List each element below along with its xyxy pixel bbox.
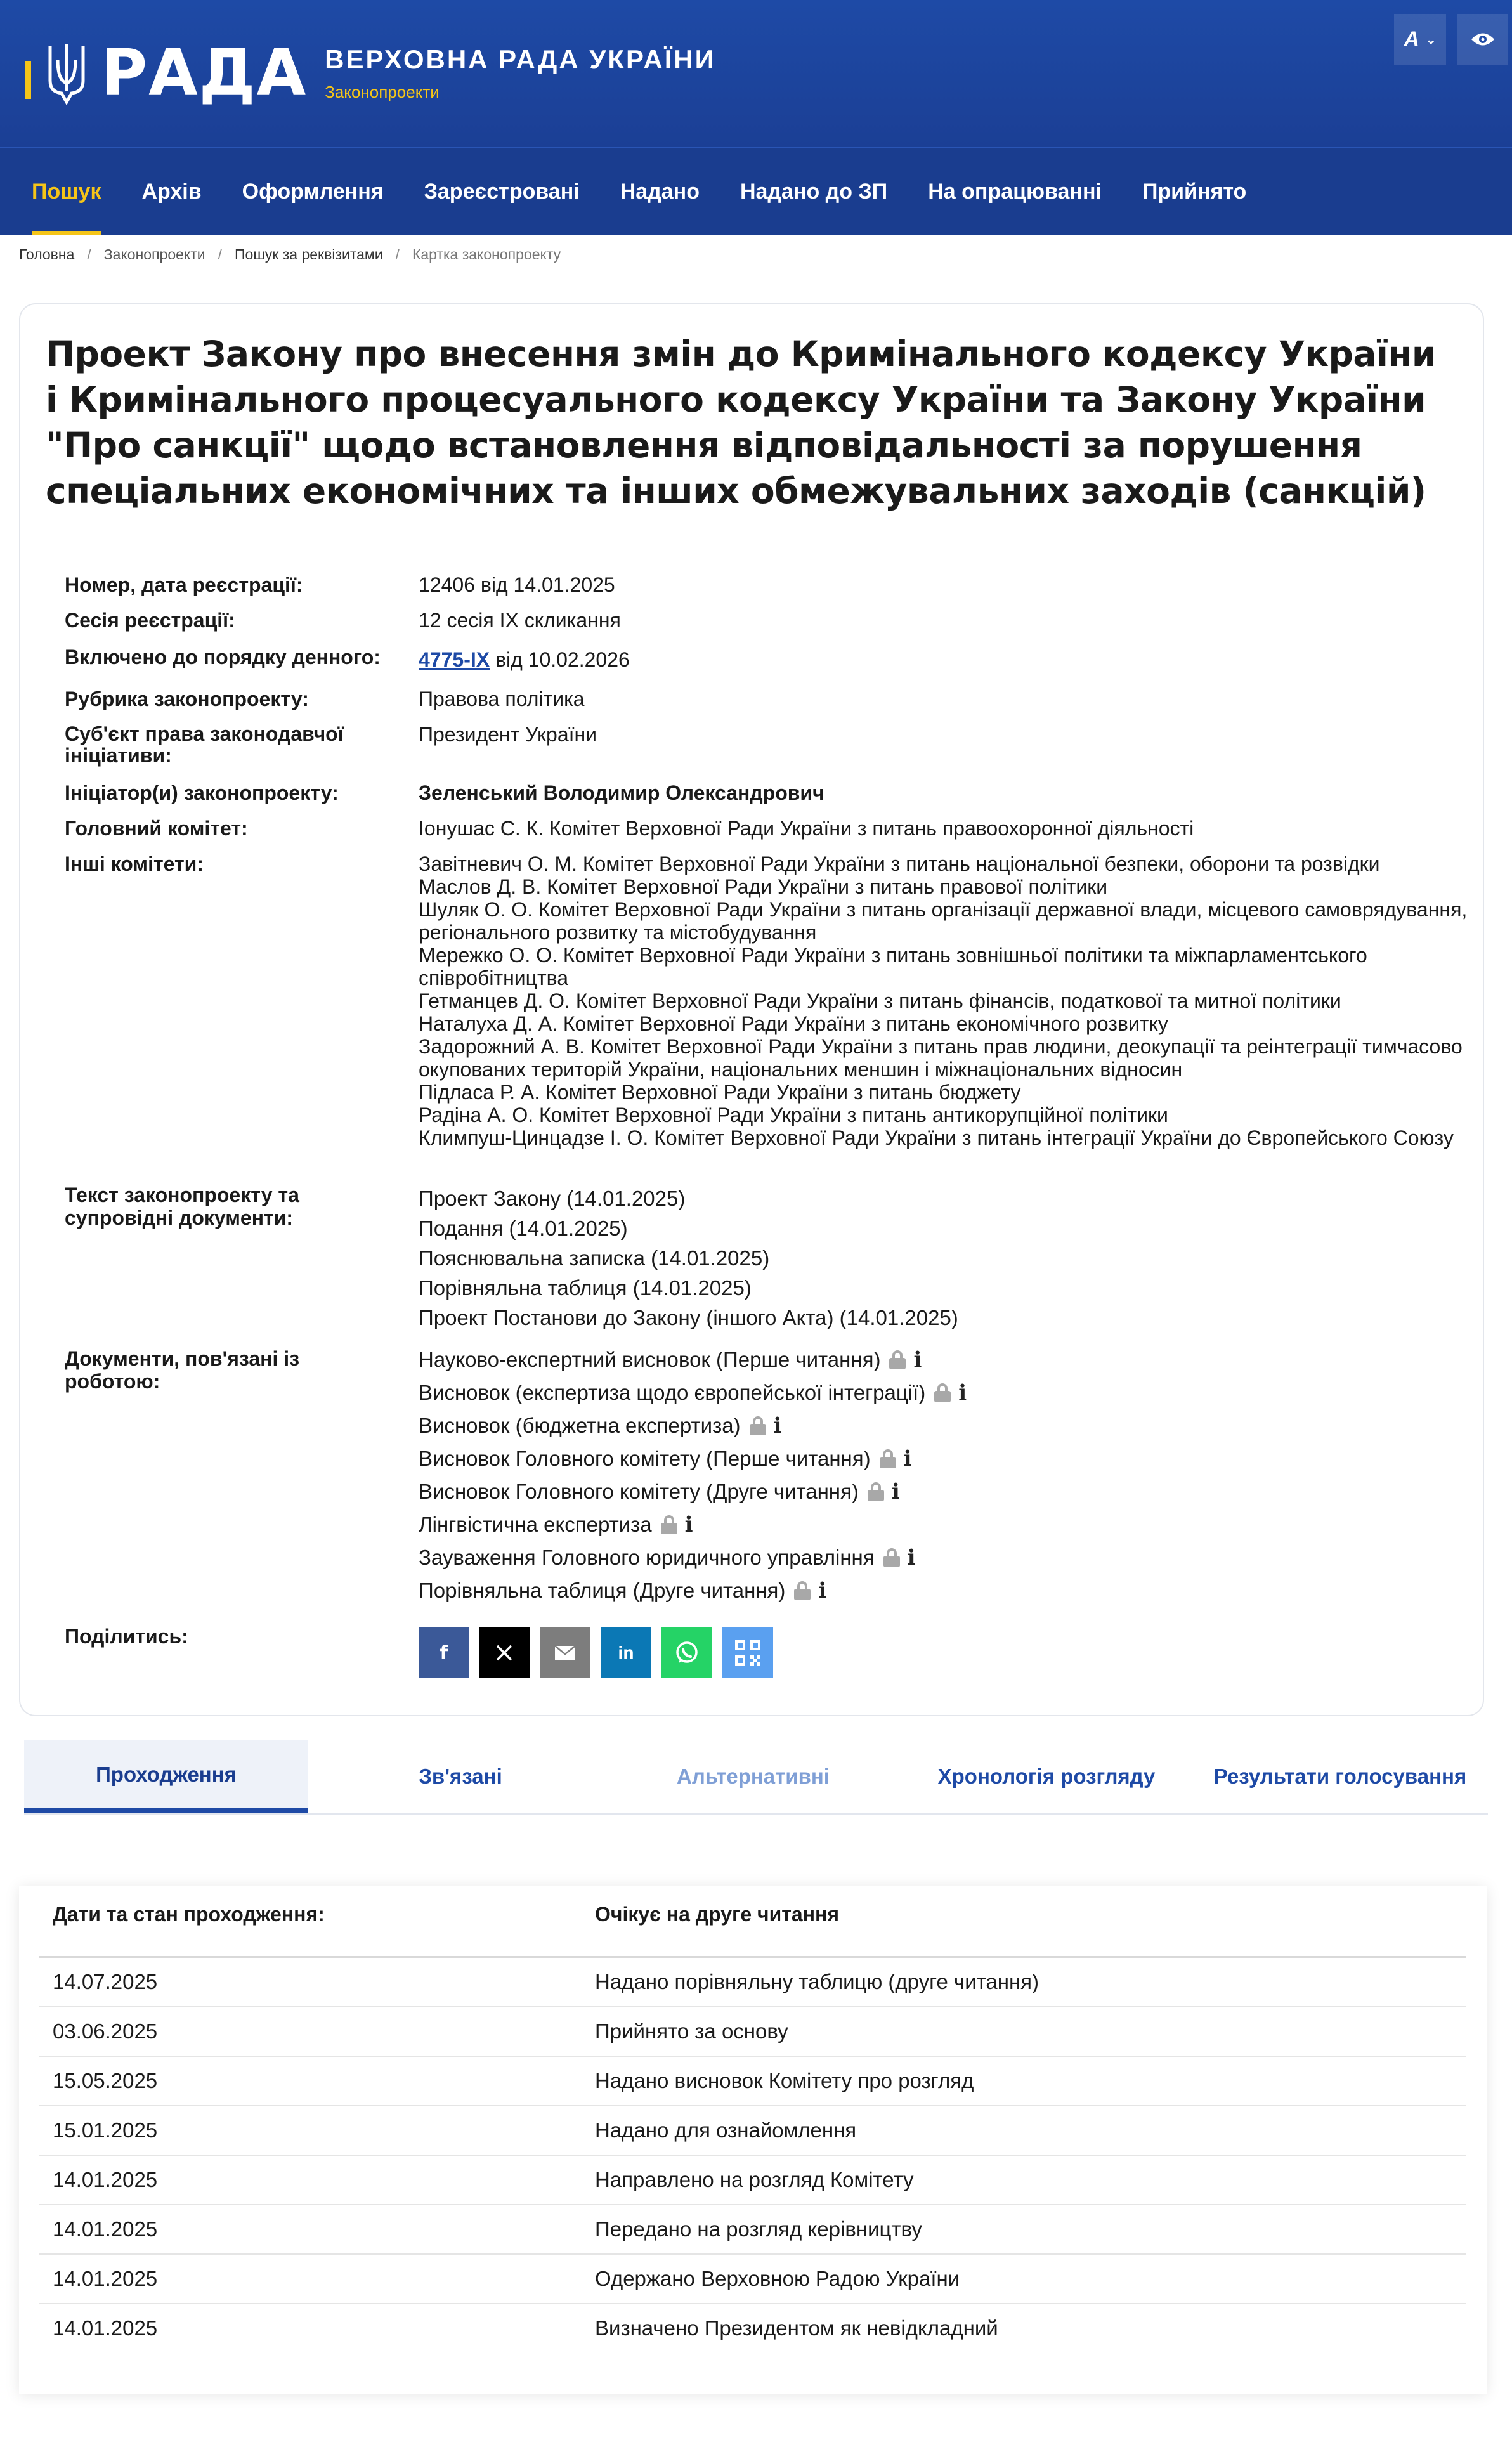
site-logo[interactable] bbox=[25, 32, 716, 114]
work-document-title: Висновок Головного комітету (Друге читання) bbox=[419, 1480, 859, 1503]
document-link[interactable]: Проект Закону (14.01.2025) bbox=[419, 1187, 686, 1210]
committee-item: Наталуха Д. А. Комітет Верховної Ради України з питань економічного розвитку bbox=[419, 1012, 1168, 1035]
work-document-title: Порівняльна таблиця (Друге читання) bbox=[419, 1579, 786, 1602]
table-row bbox=[39, 2303, 1466, 2352]
work-document-item bbox=[419, 1574, 1484, 1607]
email-icon bbox=[554, 1645, 576, 1660]
committee-item: Шуляк О. О. Комітет Верховної Ради України з питань організації державної влади, місцевого самоврядування, регіонального розвитку та містобудування bbox=[419, 898, 1468, 944]
lock-icon bbox=[794, 1581, 811, 1600]
field-label: Суб'єкт права законодавчої ініціативи: bbox=[65, 722, 344, 767]
section-name: Законопроекти bbox=[325, 82, 440, 101]
work-document-item bbox=[419, 1508, 1484, 1541]
row-state: Надано для ознайомлення bbox=[595, 2118, 857, 2142]
table-row bbox=[39, 2105, 1466, 2155]
field-value: Правова політика bbox=[419, 688, 585, 710]
breadcrumb-current: Картка законопроекту bbox=[412, 246, 561, 263]
breadcrumb-bills[interactable]: Законопроекти bbox=[103, 246, 205, 263]
table-row bbox=[39, 2155, 1466, 2204]
field-value bbox=[419, 648, 1484, 671]
nav-item-submitted[interactable]: Надано bbox=[620, 179, 700, 204]
field-label: Рубрика законопроекту: bbox=[65, 688, 309, 710]
row-state: Надано висновок Комітету про розгляд bbox=[595, 2069, 974, 2092]
lock-icon bbox=[889, 1350, 906, 1369]
breadcrumb-search[interactable]: Пошук за реквізитами bbox=[235, 246, 383, 263]
nav-item-archive[interactable]: Архів bbox=[141, 179, 202, 204]
document-link[interactable]: Пояснювальна записка (14.01.2025) bbox=[419, 1246, 770, 1270]
field-value: Президент України bbox=[419, 723, 597, 746]
tabs-divider bbox=[24, 1813, 1488, 1815]
field-value: 12 сесія IX скликання bbox=[419, 609, 621, 632]
work-document-item bbox=[419, 1409, 1484, 1442]
font-size-switch[interactable] bbox=[1394, 14, 1446, 65]
flag-stripe bbox=[25, 61, 31, 99]
lock-icon bbox=[661, 1515, 677, 1534]
share-whatsapp-button[interactable] bbox=[662, 1627, 712, 1678]
chevron-down-icon: ⌄ bbox=[1425, 32, 1437, 47]
row-state: Направлено на розгляд Комітету bbox=[595, 2168, 914, 2191]
committee-item: Завітневич О. М. Комітет Верховної Ради України з питань національної безпеки, оборони та розвідки bbox=[419, 852, 1380, 875]
table-row bbox=[39, 2253, 1466, 2303]
nav-item-search[interactable]: Пошук bbox=[0, 148, 121, 235]
lock-icon bbox=[883, 1548, 900, 1567]
row-state: Надано порівняльну таблицю (друге читання) bbox=[595, 1970, 1040, 1993]
work-document-item bbox=[419, 1343, 1484, 1376]
agenda-link[interactable]: 4775-IX bbox=[419, 648, 490, 671]
row-date: 14.01.2025 bbox=[53, 2267, 158, 2290]
field-label: Головний комітет: bbox=[65, 817, 248, 840]
parliament-title: ВЕРХОВНА РАДА УКРАЇНИ bbox=[325, 44, 716, 74]
field-label: Сесія реєстрації: bbox=[65, 609, 235, 632]
table-row bbox=[39, 2056, 1466, 2105]
field-label: Ініціатор(и) законопроекту: bbox=[65, 781, 339, 804]
history-header-label: Дати та стан проходження: bbox=[53, 1903, 325, 1926]
nav-item-drafting[interactable]: Оформлення bbox=[242, 179, 384, 204]
qr-icon bbox=[734, 1639, 762, 1667]
agenda-date: від 10.02.2026 bbox=[490, 648, 630, 671]
committees-list bbox=[419, 852, 1497, 1149]
committee-item: Мережко О. О. Комітет Верховної Ради України з питань зовнішньої політики та міжпарламентського співробітництва bbox=[419, 944, 1367, 989]
row-date: 14.01.2025 bbox=[53, 2217, 158, 2241]
share-x-button[interactable] bbox=[479, 1627, 530, 1678]
document-link[interactable]: Подання (14.01.2025) bbox=[419, 1216, 628, 1240]
info-icon[interactable]: i bbox=[684, 1512, 693, 1537]
row-state: Передано на розгляд керівництву bbox=[595, 2217, 922, 2241]
row-date: 14.07.2025 bbox=[53, 1970, 158, 1993]
nav-item-adopted[interactable]: Прийнято bbox=[1142, 179, 1247, 204]
share-email-button[interactable] bbox=[540, 1627, 590, 1678]
info-icon[interactable]: i bbox=[958, 1380, 967, 1405]
breadcrumb-home[interactable]: Головна bbox=[19, 246, 75, 263]
work-document-title: Висновок (бюджетна експертиза) bbox=[419, 1414, 741, 1437]
lock-icon bbox=[880, 1449, 896, 1468]
table-row bbox=[39, 2006, 1466, 2056]
committee-item: Маслов Д. В. Комітет Верховної Ради України з питань правової політики bbox=[419, 875, 1108, 898]
work-document-title: Висновок (експертиза щодо європейської інтеграції) bbox=[419, 1381, 926, 1404]
documents-list bbox=[419, 1184, 1484, 1333]
info-icon[interactable]: i bbox=[773, 1413, 782, 1438]
bill-title: Проект Закону про внесення змін до Кримінального кодексу України і Кримінального процесуального кодексу України та Закону України "Про санкції" щодо встановлення відповідальності за порушення спеціальних економічних та інших обмежувальних заходів (санкцій) bbox=[46, 334, 1436, 511]
share-facebook-button[interactable] bbox=[419, 1627, 469, 1678]
field-value: Іонушас С. К. Комітет Верховної Ради України з питань правоохоронної діяльності bbox=[419, 817, 1194, 840]
info-icon[interactable]: i bbox=[818, 1578, 827, 1603]
field-label: Поділитись: bbox=[65, 1625, 188, 1648]
linkedin-icon: in bbox=[618, 1643, 634, 1662]
table-row bbox=[39, 1956, 1466, 2005]
work-document-item bbox=[419, 1475, 1484, 1508]
work-document-item bbox=[419, 1376, 1484, 1409]
tab-passage[interactable]: Проходження bbox=[24, 1740, 308, 1813]
field-label: Інші комітети: bbox=[65, 852, 204, 875]
field-label: Текст законопроекту та супровідні документи: bbox=[65, 1184, 299, 1229]
committee-item: Задорожний А. В. Комітет Верховної Ради України з питань прав людини, деокупації та реінтеграції тимчасово окупованих територій України, національних меншин і міжнаціональних відносин bbox=[419, 1035, 1463, 1081]
x-icon bbox=[495, 1644, 513, 1662]
field-value: Зеленський Володимир Олександрович bbox=[419, 781, 824, 804]
info-icon[interactable]: i bbox=[913, 1347, 922, 1373]
accessibility-button[interactable] bbox=[1457, 14, 1508, 65]
field-label: Документи, пов'язані із роботою: bbox=[65, 1347, 300, 1393]
facebook-icon: f bbox=[440, 1641, 448, 1664]
brand-subtitle bbox=[325, 44, 716, 102]
eye-icon bbox=[1470, 31, 1496, 48]
field-label: Номер, дата реєстрації: bbox=[65, 573, 303, 596]
trident-icon bbox=[46, 41, 87, 105]
tab-chronology[interactable]: Хронологія розгляду bbox=[937, 1764, 1156, 1788]
row-date: 14.01.2025 bbox=[53, 2168, 158, 2191]
committee-item: Гетманцев Д. О. Комітет Верховної Ради України з питань фінансів, податкової та митної політики bbox=[419, 989, 1341, 1012]
row-date: 03.06.2025 bbox=[53, 2019, 158, 2043]
row-date: 14.01.2025 bbox=[53, 2316, 158, 2340]
nav-item-submitted-zp[interactable]: Надано до ЗП bbox=[740, 179, 888, 204]
whatsapp-icon bbox=[674, 1640, 700, 1666]
row-state: Прийнято за основу bbox=[595, 2019, 788, 2043]
table-row bbox=[39, 2204, 1466, 2253]
history-header-state: Очікує на друге читання bbox=[595, 1903, 840, 1926]
nav-item-in-progress[interactable]: На опрацюванні bbox=[928, 179, 1102, 204]
tab-alternative[interactable]: Альтернативні bbox=[677, 1764, 830, 1788]
nav-item-registered[interactable]: Зареєстровані bbox=[424, 179, 580, 204]
site-header bbox=[0, 0, 1512, 147]
work-document-item bbox=[419, 1541, 1484, 1574]
tab-related[interactable]: Зв'язані bbox=[419, 1764, 502, 1788]
info-icon[interactable]: i bbox=[907, 1545, 916, 1570]
tab-voting-results[interactable]: Результати голосування bbox=[1213, 1764, 1467, 1788]
field-label: Включено до порядку денного: bbox=[65, 646, 381, 668]
row-state: Одержано Верховною Радою України bbox=[595, 2267, 960, 2290]
work-document-title: Висновок Головного комітету (Перше читання) bbox=[419, 1447, 871, 1470]
work-document-title: Науково-експертний висновок (Перше читання) bbox=[419, 1348, 881, 1371]
brand-wordmark: РАДА bbox=[101, 36, 308, 110]
lock-icon bbox=[750, 1416, 766, 1435]
document-link[interactable]: Проект Постанови до Закону (іншого Акта) (14.01.2025) bbox=[419, 1306, 958, 1329]
info-icon[interactable]: i bbox=[891, 1479, 900, 1504]
committee-item: Підласа Р. А. Комітет Верховної Ради України з питань бюджету bbox=[419, 1081, 1021, 1104]
lock-icon bbox=[868, 1482, 884, 1501]
work-documents-list bbox=[419, 1343, 1484, 1607]
share-qr-button[interactable] bbox=[722, 1627, 773, 1678]
work-document-item bbox=[419, 1442, 1484, 1475]
field-value: 12406 від 14.01.2025 bbox=[419, 573, 615, 596]
document-link[interactable]: Порівняльна таблиця (14.01.2025) bbox=[419, 1276, 752, 1300]
work-document-title: Лінгвістична експертиза bbox=[419, 1513, 652, 1536]
row-date: 15.05.2025 bbox=[53, 2069, 158, 2092]
committee-item: Радіна А. О. Комітет Верховної Ради України з питань антикорупційної політики bbox=[419, 1104, 1168, 1126]
work-document-title: Зауваження Головного юридичного управління bbox=[419, 1546, 875, 1569]
lock-icon bbox=[934, 1383, 951, 1402]
breadcrumb: Головна / Законопроекти / Пошук за реквізитами / Картка законопроекту bbox=[19, 246, 561, 263]
share-linkedin-button[interactable] bbox=[601, 1627, 651, 1678]
font-switch-label: A bbox=[1404, 27, 1419, 51]
main-nav bbox=[0, 147, 1512, 235]
row-state: Визначено Президентом як невідкладний bbox=[595, 2316, 998, 2340]
row-date: 15.01.2025 bbox=[53, 2118, 158, 2142]
committee-item: Климпуш-Цинцадзе І. О. Комітет Верховної Ради України з питань інтеграції України до Європейського Союзу bbox=[419, 1126, 1454, 1149]
info-icon[interactable]: i bbox=[903, 1446, 912, 1471]
